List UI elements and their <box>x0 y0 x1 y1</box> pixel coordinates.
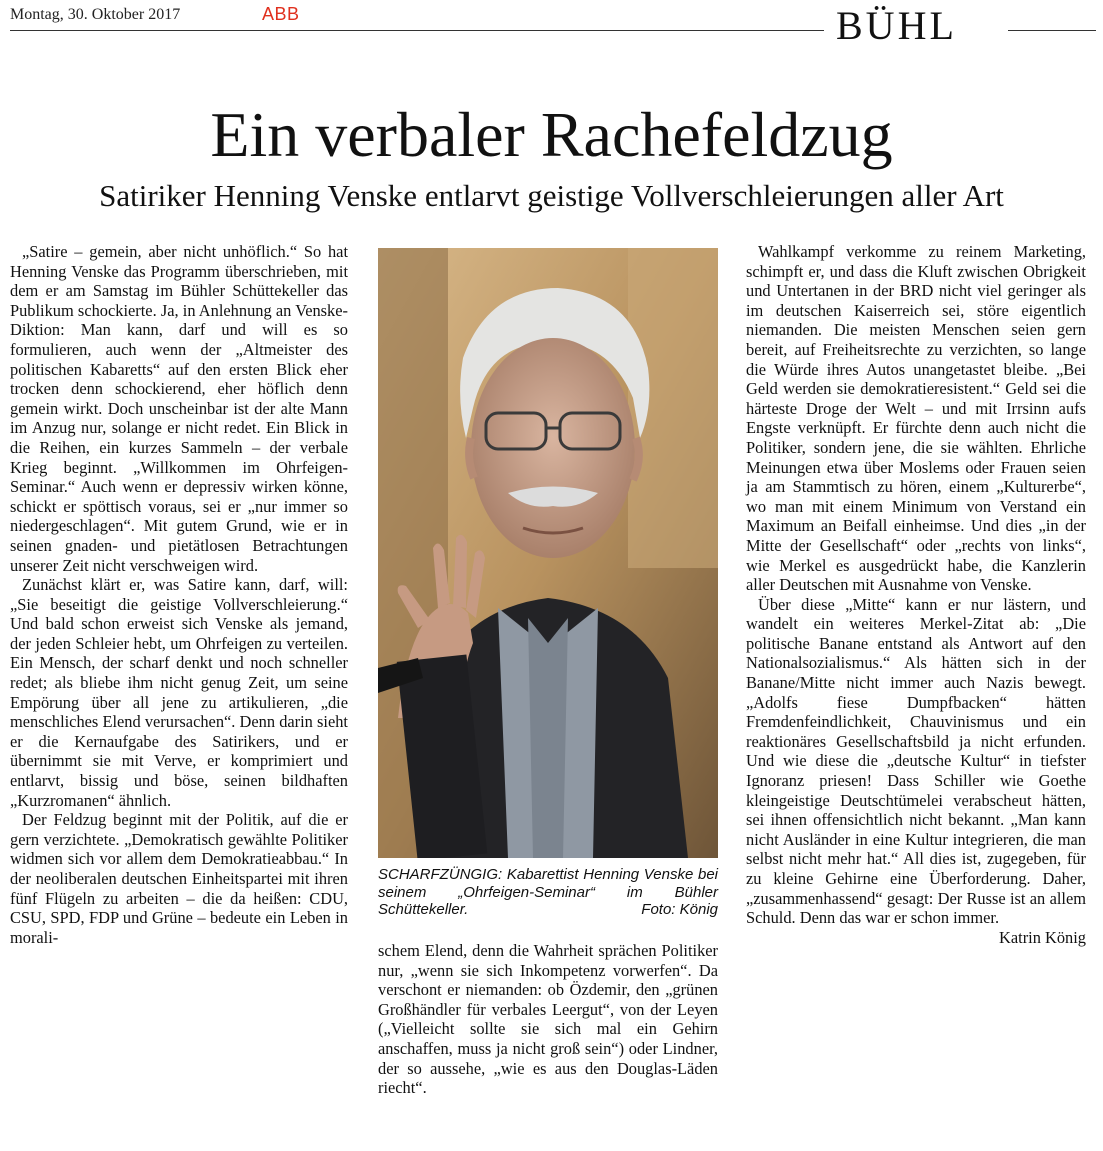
header-rule-left <box>10 30 824 31</box>
photo-caption <box>378 866 718 919</box>
section-city: BÜHL <box>836 3 957 48</box>
issue-date: Montag, 30. Oktober 2017 <box>10 6 181 23</box>
paragraph: Wahlkampf verkomme zu reinem Marketing, schimpft er, und dass die Kluft zwischen Obrigkeit und Untertanen in der BRD nicht viel geringer als im deutschen Kaiserreich sei, störe eigentlich niemanden. Die meisten Menschen seien gern bereit, auf Freiheitsrechte zu verzichten, so lange die Würde ihres Autos unangetastet bleibe. „Bei Geld werden sie demokratieresistent.“ Geld sei die härteste Droge der Welt – und mit Irrsinn aufs Engste verknüpft. Er fürchte denn auch nicht die Politiker, sondern jene, die sie wählten. Ehrliche Meinungen etwa über Moslems oder Frauen seien ja am Stammtisch zu hören, einem „Kulturerbe“, wo man mit einem Minimum von Verstand ein Maximum an Beifall einheimse. Und dies „in der Mitte der Gesellschaft“ oder „rechts von links“, wie Merkel es ausgedrückt habe, die Kanzlerin aller Deutschen mit Ausnahme von Venske. <box>746 242 1086 595</box>
paragraph-text: Über diese „Mitte“ kann er nur lästern, und wandelt ein weiteres Merkel-Zitat ab: „Die politische Banane entstand als Antwort auf den Nationalsozialismus.“ Als hätten sich in der Banane/Mitte nicht immer auch Nazis bewegt. „Adolfs fiese Dumpfbacken“ hätten Fremdenfeindlichkeit, Chauvinismus und ein reaktionäres Gesellschaftsbild ja nicht erfunden. Und wie diese die „deutsche Kultur“ in tiefster Ignoranz priesen! Dass Schiller wie Goethe kleingeistige Deutschtümelei verabscheut hätten, sei ihnen offensichtlich nicht bekannt. „Man kann nicht Ausländer in eine Kultur integrieren, die man selbst nicht mehr hat.“ All dies ist, zugegeben, für zu kleine Gehirne eine Überforderung. Daher, „zusammenhassend“ gesagt: Der Russe ist an allem Schuld. Denn das war er schon immer. <box>746 594 1086 928</box>
page-header <box>0 0 1103 48</box>
header-rule-right <box>1008 30 1096 31</box>
article-column-3 <box>746 242 1086 947</box>
edition-tag: ABB <box>262 4 300 24</box>
article-subheadline: Satiriker Henning Venske entlarvt geistige Vollverschleierungen aller Art <box>99 178 1004 213</box>
paragraph: Zunächst klärt er, was Satire kann, darf, will: „Sie beseitigt die geistige Vollverschleierung.“ Und bald schon erweist sich Venske als jemand, der jeden Schleier hebt, um Ohrfeigen zu verteilen. Ein Mensch, der scharf denkt und noch schneller redet; als bliebe ihm nicht genug Zeit, um seine Empörung über all jene zu artikulieren, „die menschliches Elend verursachen“. Denn darin sieht er die Kernaufgabe des Satirikers, und er übernimmt sie mit Verve, er komprimiert und entlarvt, bissig und böse, seinen bildhaften „Kurzromanen“ ähnlich. <box>10 575 348 810</box>
paragraph <box>746 594 1086 947</box>
portrait-image <box>378 248 718 858</box>
article-column-2 <box>378 941 718 1098</box>
paragraph: schem Elend, denn die Wahrheit sprächen Politiker nur, „wenn sie sich Inkompetenz vorwerfen“. Da verschont er niemanden: ob Özdemir, den „grünen Großhändler für verbales Leergut“, von der Leyen („Vielleicht sollte sie sich mal ein Gehirn anschaffen, muss ja nicht groß sein“) oder Lindner, der so aussehe, „wie es aus den Douglas-Läden riecht“. <box>378 941 718 1098</box>
paragraph: Der Feldzug beginnt mit der Politik, auf die er gern verzichtete. „Demokratisch gewählte Politiker widmen sich vor allem dem Demokratieabbau.“ In der neoliberalen deutschen Einheitspartei mit ihren fünf Flügeln zu arbeiten – die da heißen: CDU, CSU, SPD, FDP und Grüne – bedeute ein Leben in morali- <box>10 810 348 947</box>
article-column-1 <box>10 242 348 947</box>
photo-credit: Foto: König <box>641 901 718 918</box>
author-byline: Katrin König <box>999 927 1086 947</box>
caption-text: SCHARFZÜNGIG: Kabarettist Henning Venske bei seinem „Ohrfeigen-Seminar“ im Bühler Schüttekeller. <box>378 866 718 918</box>
article-photo <box>378 248 718 858</box>
article-headline: Ein verbaler Rachefeldzug <box>210 99 893 170</box>
paragraph: „Satire – gemein, aber nicht unhöflich.“ So hat Henning Venske das Programm überschrieben, mit dem er am Samstag im Bühler Schüttekeller das Publikum schockierte. Ja, in Anlehnung an Venske-Diktion: Man kann, darf und will es so formulieren, auch wenn der „Altmeister des politischen Kabaretts“ auf den ersten Blick eher trocken denn schockierend, eher höflich denn gemein wirkt. Doch unscheinbar ist der alte Mann im Anzug nur, solange er nicht redet. Ein Blick in die Reihen, ein kurzes Sammeln – der verbale Krieg beginnt. „Willkommen im Ohrfeigen-Seminar.“ Auch wenn er depressiv wirken könne, schickt er spöttisch voraus, sei er „nur immer so niedergeschlagen“. Mit gutem Grund, wie er in seinen gnaden- und pietätlosen Betrachtungen unserer Zeit nicht verschweigen wird. <box>10 242 348 575</box>
